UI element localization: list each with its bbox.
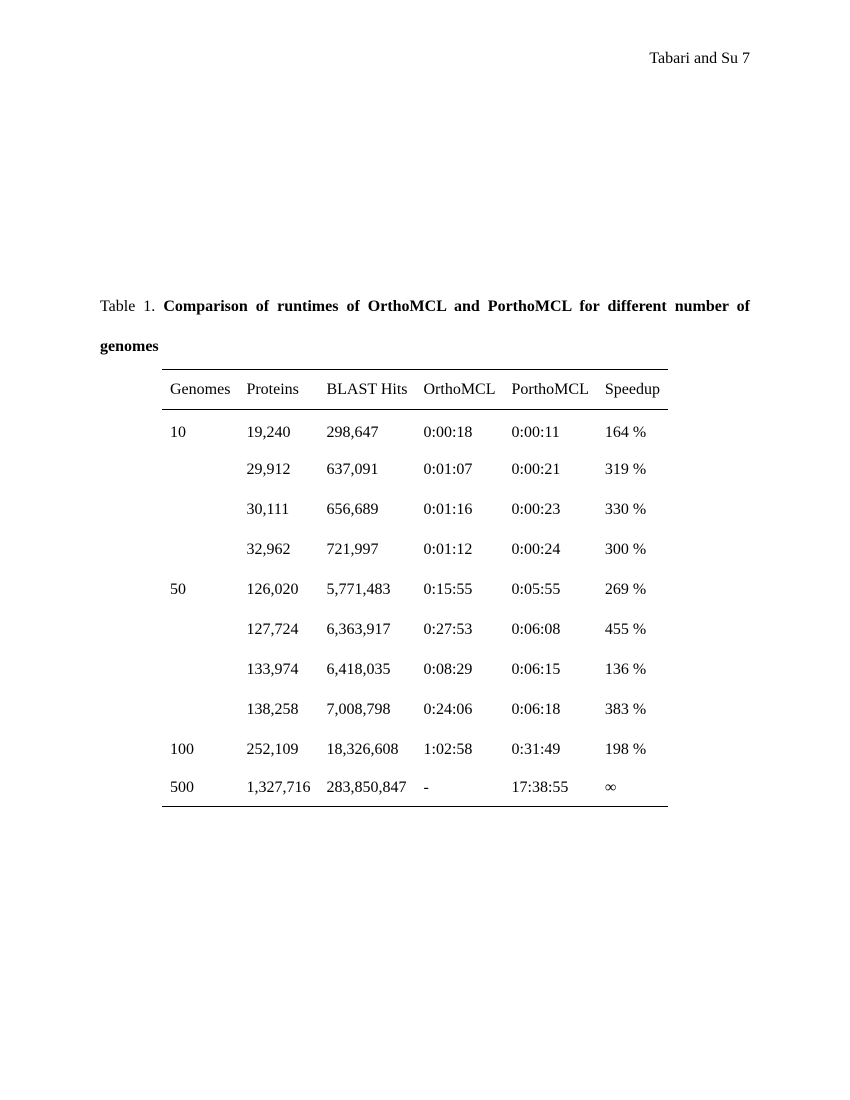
cell-speedup: 455 % [604, 621, 647, 638]
cell-porthomcl: 0:06:08 [511, 621, 561, 638]
cell-porthomcl: 0:00:21 [511, 461, 561, 478]
cell-proteins: 252,109 [246, 741, 299, 758]
running-head: Tabari and Su 7 [649, 50, 750, 67]
header-blast-hits: BLAST Hits [326, 380, 408, 398]
table-row [162, 450, 668, 490]
cell-orthomcl: 0:08:29 [423, 661, 473, 678]
cell-blast-hits: 298,647 [326, 424, 379, 441]
cell-proteins: 29,912 [246, 461, 291, 478]
cell-orthomcl: 0:27:53 [423, 621, 473, 638]
cell-genomes [162, 650, 238, 690]
header-speedup: Speedup [604, 380, 660, 398]
cell-speedup: 269 % [604, 581, 647, 598]
cell-speedup: 136 % [604, 661, 647, 678]
cell-proteins: 127,724 [246, 621, 299, 638]
cell-genomes: 50 [170, 581, 186, 598]
cell-genomes: 10 [170, 424, 186, 441]
cell-speedup: 319 % [604, 461, 647, 478]
cell-blast-hits: 6,418,035 [326, 661, 391, 678]
cell-orthomcl: - [423, 779, 429, 796]
cell-porthomcl: 0:05:55 [511, 581, 561, 598]
cell-speedup: 164 % [604, 424, 647, 441]
cell-genomes: 500 [170, 779, 194, 796]
header-genomes: Genomes [170, 380, 231, 398]
cell-speedup: 300 % [604, 541, 647, 558]
cell-speedup: ∞ [604, 779, 617, 796]
cell-proteins: 1,327,716 [246, 779, 311, 796]
cell-porthomcl: 0:00:24 [511, 541, 561, 558]
cell-blast-hits: 18,326,608 [326, 741, 399, 758]
cell-porthomcl: 0:00:11 [511, 424, 560, 441]
table-row [162, 530, 668, 570]
cell-blast-hits: 656,689 [326, 501, 379, 518]
cell-genomes: 100 [170, 741, 194, 758]
cell-proteins: 133,974 [246, 661, 299, 678]
cell-orthomcl: 1:02:58 [423, 741, 473, 758]
cell-porthomcl: 0:31:49 [511, 741, 561, 758]
cell-orthomcl: 0:01:12 [423, 541, 473, 558]
cell-orthomcl: 0:01:07 [423, 461, 473, 478]
cell-genomes [162, 450, 238, 490]
table-caption [100, 287, 750, 367]
header-orthomcl: OrthoMCL [423, 380, 496, 398]
runtime-comparison-table [162, 369, 668, 807]
table-row [162, 690, 668, 730]
table-row [162, 770, 668, 807]
table-title: Comparison of runtimes of OrthoMCL and PorthoMCL for different number of genomes [100, 298, 751, 355]
table-row [162, 490, 668, 530]
cell-proteins: 30,111 [246, 501, 290, 518]
cell-blast-hits: 637,091 [326, 461, 379, 478]
cell-porthomcl: 0:00:23 [511, 501, 561, 518]
cell-blast-hits: 283,850,847 [326, 779, 407, 796]
cell-proteins: 138,258 [246, 701, 299, 718]
cell-orthomcl: 0:00:18 [423, 424, 473, 441]
table-row [162, 610, 668, 650]
header-porthomcl: PorthoMCL [511, 380, 589, 398]
cell-proteins: 19,240 [246, 424, 291, 441]
cell-blast-hits: 721,997 [326, 541, 379, 558]
cell-blast-hits: 7,008,798 [326, 701, 391, 718]
table-header-row [162, 370, 668, 410]
cell-porthomcl: 0:06:18 [511, 701, 561, 718]
cell-blast-hits: 5,771,483 [326, 581, 391, 598]
cell-proteins: 126,020 [246, 581, 299, 598]
cell-orthomcl: 0:15:55 [423, 581, 473, 598]
cell-genomes [162, 530, 238, 570]
cell-blast-hits: 6,363,917 [326, 621, 391, 638]
cell-genomes [162, 490, 238, 530]
table-row [162, 570, 668, 610]
cell-speedup: 330 % [604, 501, 647, 518]
cell-speedup: 198 % [604, 741, 647, 758]
cell-orthomcl: 0:01:16 [423, 501, 473, 518]
cell-speedup: 383 % [604, 701, 647, 718]
cell-porthomcl: 17:38:55 [511, 779, 569, 796]
header-proteins: Proteins [246, 380, 299, 398]
table-row [162, 410, 668, 451]
cell-proteins: 32,962 [246, 541, 291, 558]
cell-genomes [162, 690, 238, 730]
cell-orthomcl: 0:24:06 [423, 701, 473, 718]
table-row [162, 650, 668, 690]
table-label: Table 1. [100, 298, 156, 315]
cell-genomes [162, 610, 238, 650]
table-row [162, 730, 668, 770]
cell-porthomcl: 0:06:15 [511, 661, 561, 678]
